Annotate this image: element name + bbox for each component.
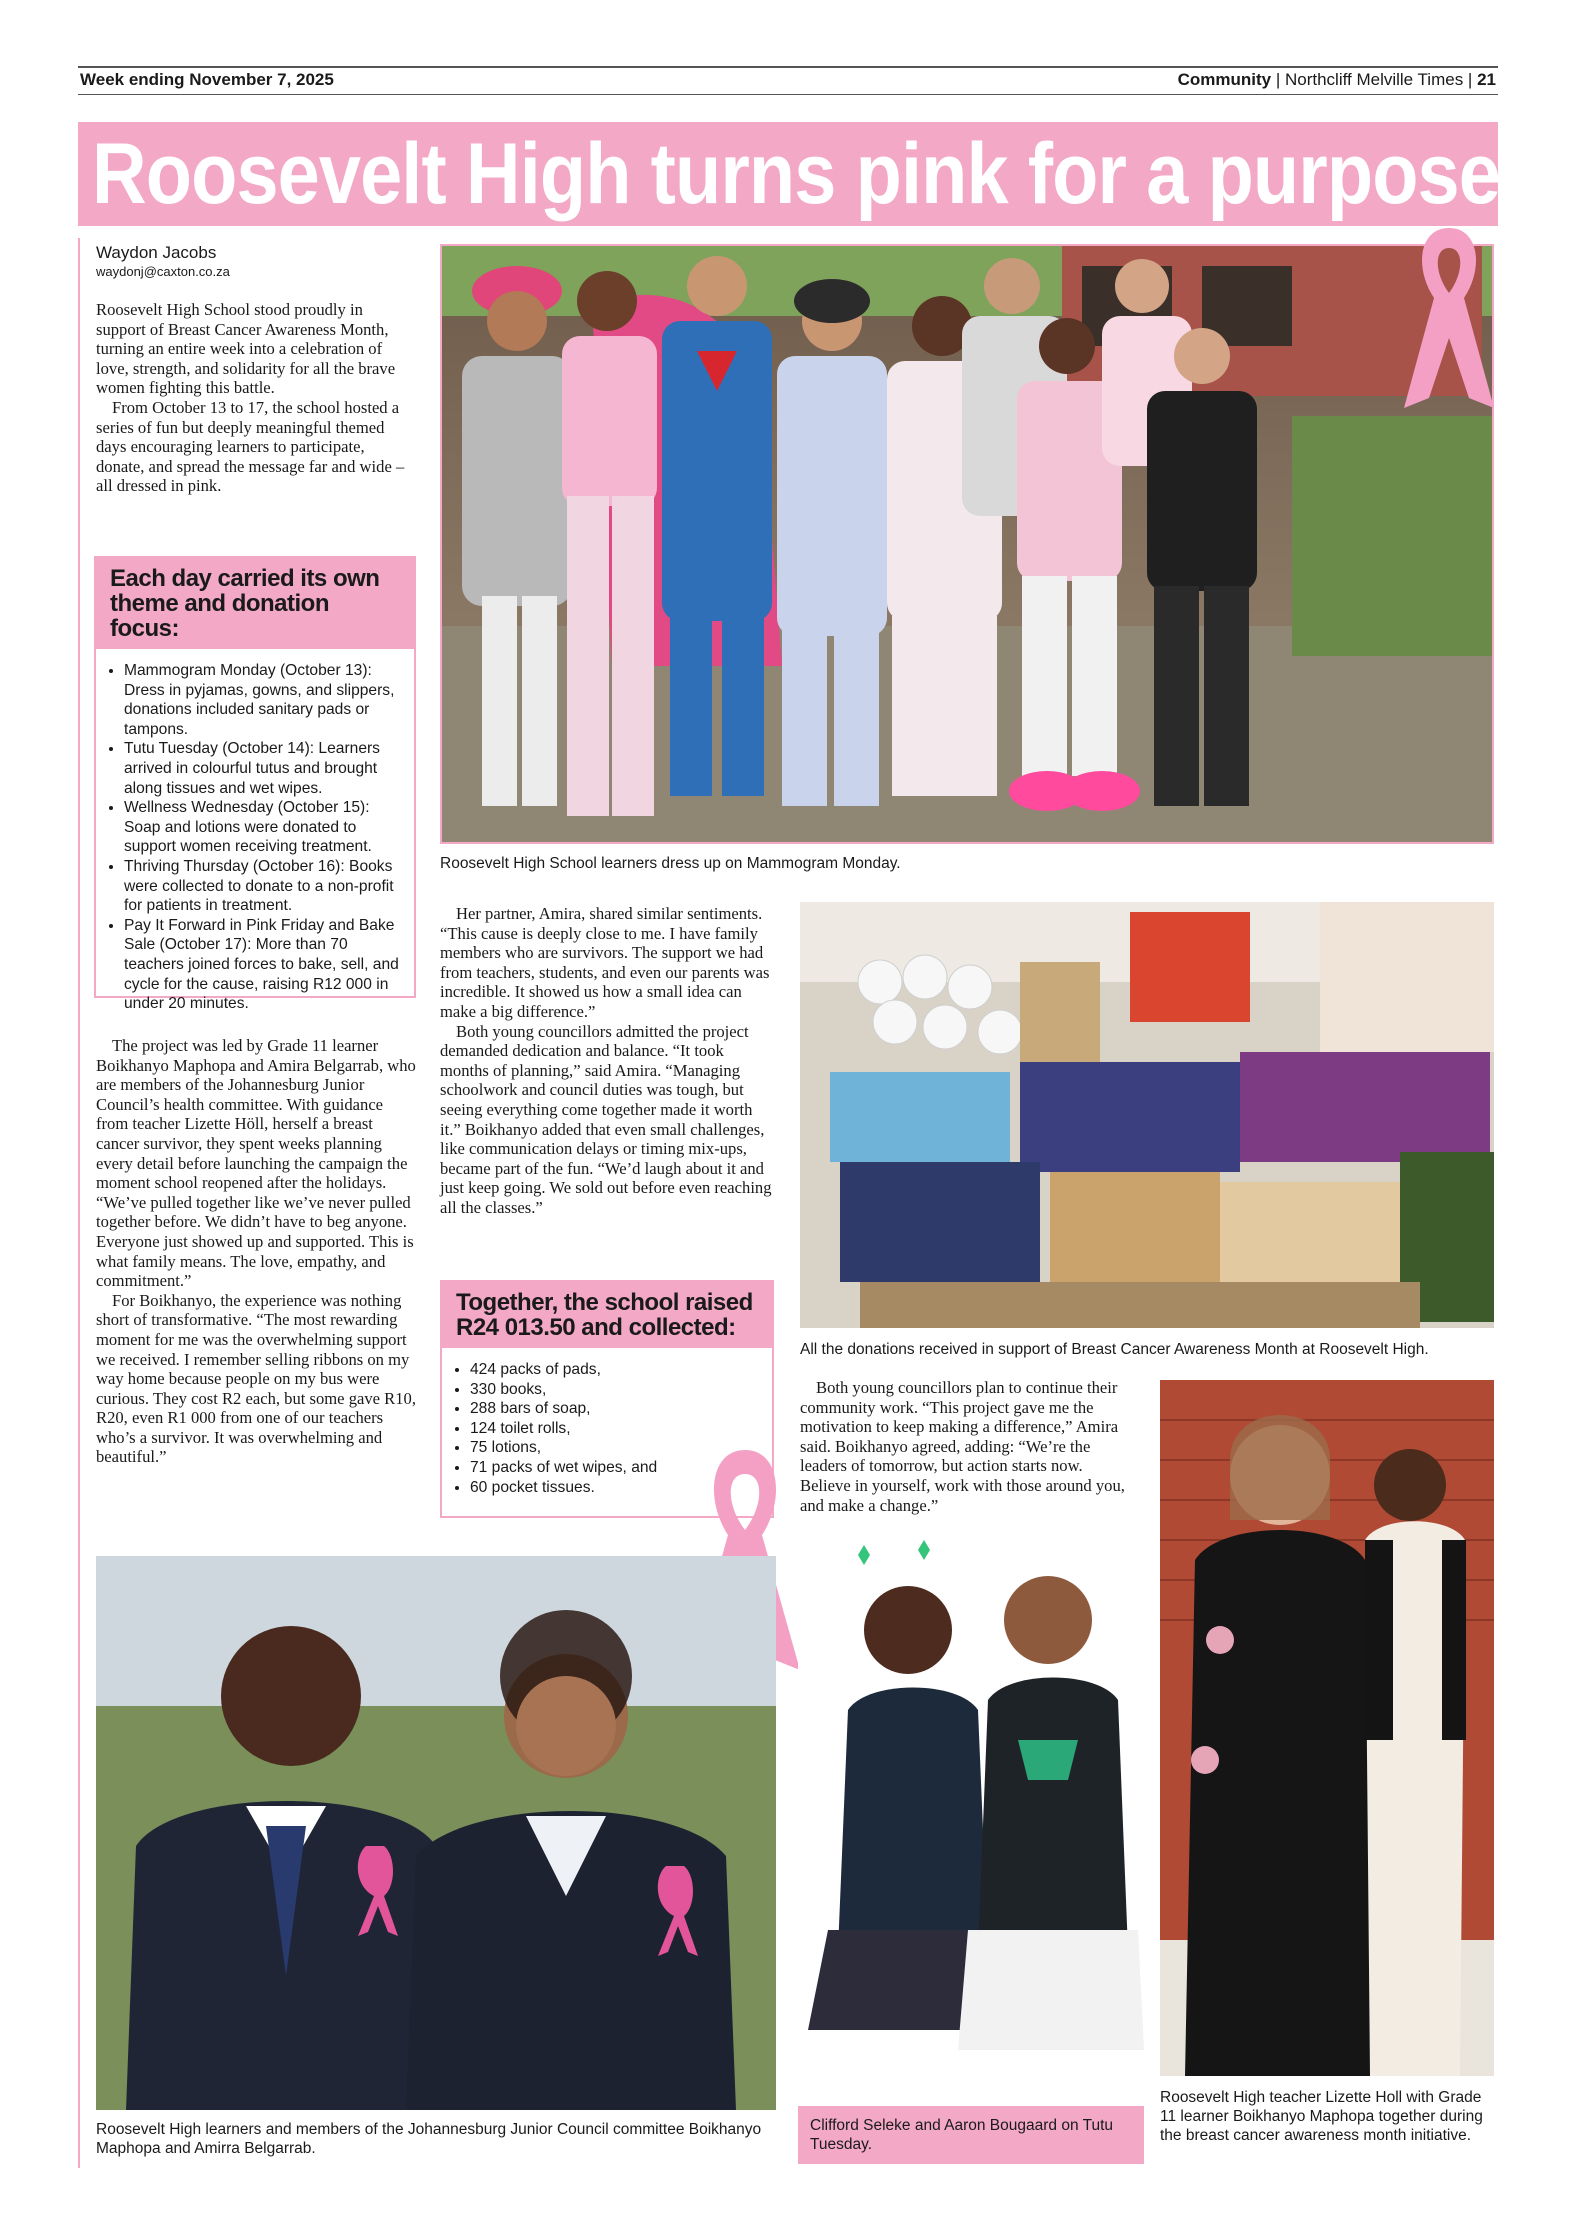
council-learners-photo (96, 1556, 776, 2110)
theme-list (96, 649, 414, 1014)
list-item: • 60 pocket tissues. (470, 1478, 762, 1498)
body-paragraph: Both young councillors plan to continue their community work. “This project gave me the motivation to keep making a difference,” Amira said. Boikhanyo agreed, adding: “We’re the leaders of tomorrow, but action starts now. Believe in yourself, work with those around you, and make a change.” (800, 1378, 1125, 1515)
list-item: • Pay It Forward in Pink Friday and Bake Sale (October 17): More than 70 teachers joined forces to bake, sell, and cycle for the cause, raising R12 000 in under 20 minutes. (124, 916, 404, 1014)
left-pink-rule (78, 238, 80, 2168)
tutu-photo-caption: Clifford Seleke and Aaron Bougaard on Tutu Tuesday. (798, 2106, 1144, 2164)
donations-photo (800, 902, 1494, 1328)
list-item: • 288 bars of soap, (470, 1399, 762, 1419)
list-item: • Mammogram Monday (October 13): Dress in pyjamas, gowns, and slippers, donations included sanitary pads or tampons. (124, 661, 404, 739)
body-paragraph: Her partner, Amira, shared similar sentiments. “This cause is deeply close to me. I have family members who are survivors. The support we had from teachers, students, and even our parents was incredible. It showed us how a small idea can make a big difference.” (440, 904, 770, 1021)
section-name: Community (1177, 70, 1272, 89)
pink-ribbon-icon (1394, 218, 1504, 418)
tutu-tuesday-photo (798, 1530, 1144, 2100)
paper-name: Northcliff Melville Times (1284, 70, 1464, 89)
list-item: • 330 books, (470, 1380, 762, 1400)
page-folio: Community | Northcliff Melville Times | 21 (1177, 70, 1496, 89)
learners-illustration (96, 1556, 776, 2110)
byline-name: Waydon Jacobs (96, 243, 217, 262)
theme-fact-box (94, 556, 416, 1013)
list-item: • 424 packs of pads, (470, 1360, 762, 1380)
list-item: • Thriving Thursday (October 16): Books were collected to donate to a non-profit for patients in treatment. (124, 857, 404, 916)
body-paragraph: For Boikhanyo, the experience was nothing short of transformative. “The most rewarding moment for me was the overwhelming support we received. I remember selling ribbons on my way home because people on my bus were curious. They cost R2 each, but some gave R10, R20, even R1 000 from one of our teachers who’s a survivor. It was overwhelming and beautiful.” (96, 1290, 416, 1467)
main-photo-caption: Roosevelt High School learners dress up on Mammogram Monday. (440, 855, 901, 872)
list-item: • 75 lotions, (470, 1438, 762, 1458)
list-item: • 124 toilet rolls, (470, 1419, 762, 1439)
intro-text (96, 300, 414, 496)
teacher-illustration (1160, 1380, 1494, 2076)
raised-box-heading: Together, the school raised R24 013.50 and collected: (442, 1282, 772, 1348)
theme-box-heading: Each day carried its own theme and donation focus: (96, 558, 414, 649)
mammogram-monday-photo (440, 244, 1494, 844)
intro-paragraph: From October 13 to 17, the school hosted a series of fun but deeply meaningful themed days encouraging learners to participate, donate, and spread the message far and wide – all dressed in pink. (96, 397, 405, 496)
donations-illustration (800, 902, 1494, 1328)
body-paragraph: The project was led by Grade 11 learner Boikhanyo Maphopa and Amira Belgarrab, who are members of the Johannesburg Junior Council’s health committee. With guidance from teacher Lizette Höll, herself a breast cancer survivor, they spent weeks planning every detail before launching the campaign the moment school reopened after the holidays. “We’ve pulled together like we’ve never pulled together before. We didn’t have to beg anyone. Everyone just showed up and supported. This is what family means. The love, empathy, and commitment.” (96, 1036, 416, 1291)
header-rule-top (78, 66, 1498, 68)
header-rule-bottom (78, 94, 1498, 95)
list-item: • 71 packs of wet wipes, and (470, 1458, 762, 1478)
byline-email: waydonj@caxton.co.za (96, 264, 230, 279)
donations-photo-caption: All the donations received in support of Breast Cancer Awareness Month at Roosevelt High. (800, 1341, 1429, 1358)
page-number: 21 (1477, 70, 1496, 89)
issue-date: Week ending November 7, 2025 (80, 70, 334, 89)
teacher-photo (1160, 1380, 1494, 2076)
headline: Roosevelt High turns pink for a purpose (92, 126, 1500, 222)
learners-photo-caption: Roosevelt High learners and members of the Johannesburg Junior Council committee Boikhanyo Maphopa and Amirra Belgarrab. (96, 2121, 762, 2157)
column-three-text (800, 1378, 1136, 1515)
tutu-illustration (798, 1530, 1144, 2100)
group-photo-illustration (442, 246, 1492, 842)
intro-paragraph: Roosevelt High School stood proudly in support of Breast Cancer Awareness Month, turning an entire week into a celebration of love, strength, and solidarity for all the brave women fighting this battle. (96, 300, 396, 398)
teacher-photo-caption: Roosevelt High teacher Lizette Holl with Grade 11 learner Boikhanyo Maphopa together during the breast cancer awareness month initiative. (1160, 2089, 1483, 2144)
column-one-text (96, 1036, 416, 1467)
list-item: • Tutu Tuesday (October 14): Learners arrived in colourful tutus and brought along tissues and wet wipes. (124, 739, 404, 798)
column-two-text (440, 904, 774, 1218)
list-item: • Wellness Wednesday (October 15): Soap and lotions were donated to support women receiving treatment. (124, 798, 404, 857)
body-paragraph: Both young councillors admitted the project demanded dedication and balance. “It took months of planning,” said Amira. “Managing schoolwork and council duties was tough, but seeing everything come together made it worth it.” Boikhanyo added that even small challenges, like communication delays or timing mix-ups, became part of the fun. “We’d laugh about it and just keep going. We sold out before even reaching all the classes.” (440, 1021, 772, 1217)
